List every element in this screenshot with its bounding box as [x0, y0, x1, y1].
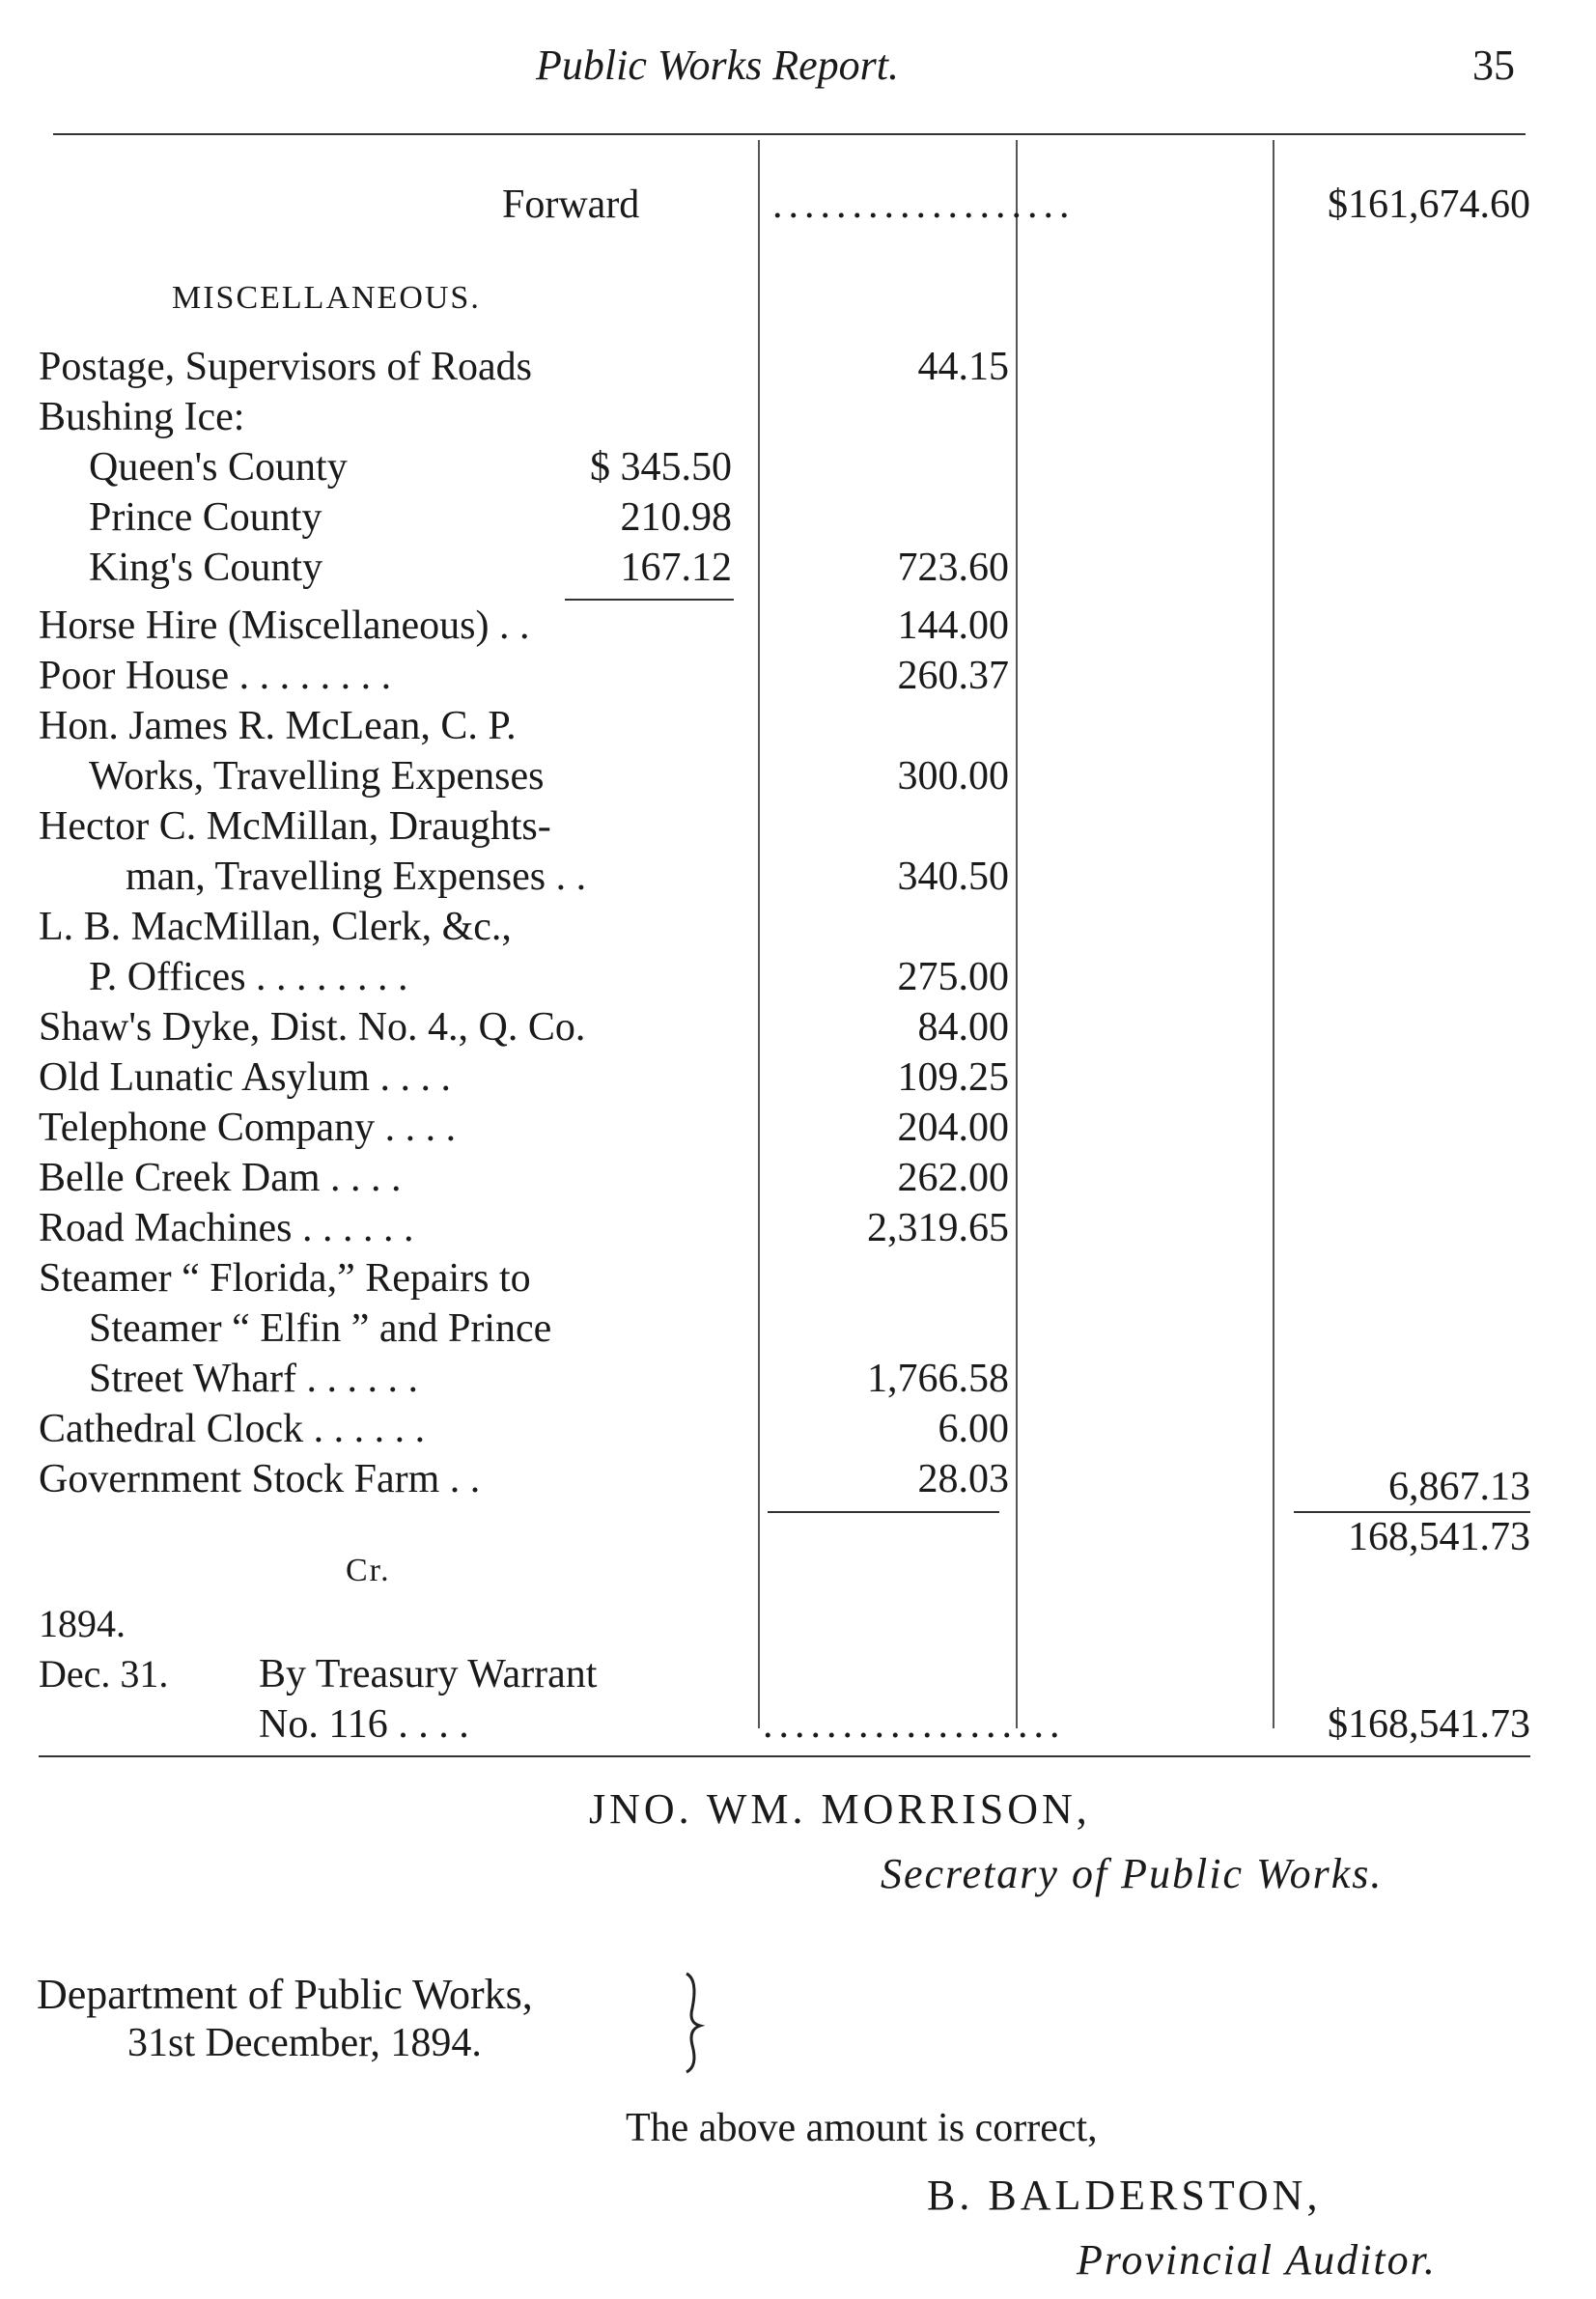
forward-dots: ................... — [772, 182, 1076, 227]
credit-dots: ................... — [763, 1702, 1066, 1747]
line-amount: 275.00 — [897, 955, 1009, 999]
line-prince — [0, 494, 1596, 545]
line-hector — [0, 803, 1596, 854]
line-farm — [0, 1456, 1596, 1509]
page-number: 35 — [1472, 42, 1515, 89]
line-label: Telephone Company . . . . — [39, 1106, 457, 1150]
credit-total: $168,541.73 — [1328, 1702, 1530, 1747]
line-amount: 1,766.58 — [867, 1357, 1009, 1401]
department-line: Department of Public Works, — [37, 1971, 533, 2018]
line-mclean-cont — [0, 753, 1596, 803]
credit-year: 1894. — [39, 1602, 126, 1645]
secretary-title: Secretary of Public Works. — [881, 1850, 1384, 1897]
line-hector-cont — [0, 854, 1596, 904]
line-amount: 6.00 — [938, 1407, 1009, 1451]
line-label: Belle Creek Dam . . . . — [39, 1156, 402, 1200]
header-rule — [53, 133, 1526, 135]
section-total: 6,867.13 — [1388, 1465, 1530, 1509]
line-amount: 204.00 — [897, 1106, 1009, 1150]
forward-total: $161,674.60 — [1328, 182, 1530, 227]
line-queens — [0, 444, 1596, 494]
column-sum-rule — [768, 1511, 999, 1513]
credit-heading: Cr. — [346, 1553, 391, 1588]
auditor-title: Provincial Auditor. — [1077, 2236, 1437, 2284]
line-amount: 84.00 — [917, 1005, 1009, 1050]
line-label: Old Lunatic Asylum . . . . — [39, 1055, 451, 1100]
line-label: King's County — [89, 546, 323, 590]
line-label: P. Offices . . . . . . . . — [89, 955, 408, 999]
line-lb-cont — [0, 954, 1596, 1004]
line-belle — [0, 1155, 1596, 1205]
line-telephone — [0, 1105, 1596, 1155]
line-label: Works, Travelling Expenses — [89, 754, 545, 799]
auditor-name: B. BALDERSTON, — [927, 2172, 1322, 2219]
line-mclean — [0, 703, 1596, 753]
line-amount: 300.00 — [897, 754, 1009, 799]
line-label: Prince County — [89, 495, 322, 540]
line-lb — [0, 904, 1596, 954]
line-label: Postage, Supervisors of Roads — [39, 345, 532, 389]
line-amount: 260.37 — [897, 654, 1009, 698]
line-steamer-cont — [0, 1305, 1596, 1356]
line-kings — [0, 545, 1596, 595]
credit-desc: By Treasury Warrant — [259, 1652, 598, 1696]
forward-row — [0, 182, 1596, 232]
line-amount: 723.60 — [897, 546, 1009, 590]
line-steamer — [0, 1255, 1596, 1305]
line-road — [0, 1205, 1596, 1255]
department-date: 31st December, 1894. — [127, 2021, 482, 2065]
line-amount: 28.03 — [917, 1457, 1009, 1501]
credit-desc-cont: No. 116 . . . . — [259, 1702, 469, 1747]
line-label: Horse Hire (Miscellaneous) . . — [39, 603, 530, 648]
line-label: Government Stock Farm . . — [39, 1457, 481, 1501]
line-label: Shaw's Dyke, Dist. No. 4., Q. Co. — [39, 1005, 586, 1050]
line-amount: 109.25 — [897, 1055, 1009, 1100]
line-sub-amount: $ 345.50 — [590, 445, 732, 490]
line-label: Steamer “ Elfin ” and Prince — [89, 1306, 552, 1351]
line-shaw — [0, 1004, 1596, 1054]
line-sub-amount: 167.12 — [620, 546, 732, 590]
secretary-name: JNO. WM. MORRISON, — [589, 1785, 1091, 1833]
line-label: Queen's County — [89, 445, 348, 490]
line-amount: 340.50 — [897, 855, 1009, 899]
line-label: Hon. James R. McLean, C. P. — [39, 704, 517, 748]
grand-total: 168,541.73 — [1348, 1515, 1530, 1559]
line-amount: 2,319.65 — [867, 1206, 1009, 1250]
line-postage — [0, 344, 1596, 394]
line-label: man, Travelling Expenses . . — [126, 855, 587, 899]
line-label: Poor House . . . . . . . . — [39, 654, 392, 698]
total-sum-rule — [1294, 1511, 1530, 1513]
line-label: Hector C. McMillan, Draughts- — [39, 804, 551, 849]
line-label: Steamer “ Florida,” Repairs to — [39, 1256, 531, 1301]
running-header-title: Public Works Report. — [536, 42, 899, 89]
line-sub-amount: 210.98 — [620, 495, 732, 540]
credit-date: Dec. 31. — [39, 1652, 169, 1696]
auditor-statement: The above amount is correct, — [626, 2106, 1098, 2150]
forward-label: Forward — [502, 182, 640, 227]
footer-rule — [39, 1755, 1530, 1757]
line-bushing — [0, 394, 1596, 444]
line-label: Bushing Ice: — [39, 395, 245, 439]
line-poor — [0, 653, 1596, 703]
line-amount: 144.00 — [897, 603, 1009, 648]
line-steamer-cont2 — [0, 1356, 1596, 1406]
line-label: L. B. MacMillan, Clerk, &c., — [39, 905, 512, 949]
line-label: Street Wharf . . . . . . — [89, 1357, 418, 1401]
line-horse — [0, 603, 1596, 653]
line-clock — [0, 1406, 1596, 1456]
section-title: MISCELLANEOUS. — [172, 280, 481, 316]
line-amount: 44.15 — [917, 345, 1009, 389]
brace-icon — [681, 1970, 706, 2076]
subtotal-rule — [565, 599, 734, 601]
line-amount: 262.00 — [897, 1156, 1009, 1200]
line-asylum — [0, 1054, 1596, 1105]
line-label: Road Machines . . . . . . — [39, 1206, 414, 1250]
line-label: Cathedral Clock . . . . . . — [39, 1407, 426, 1451]
